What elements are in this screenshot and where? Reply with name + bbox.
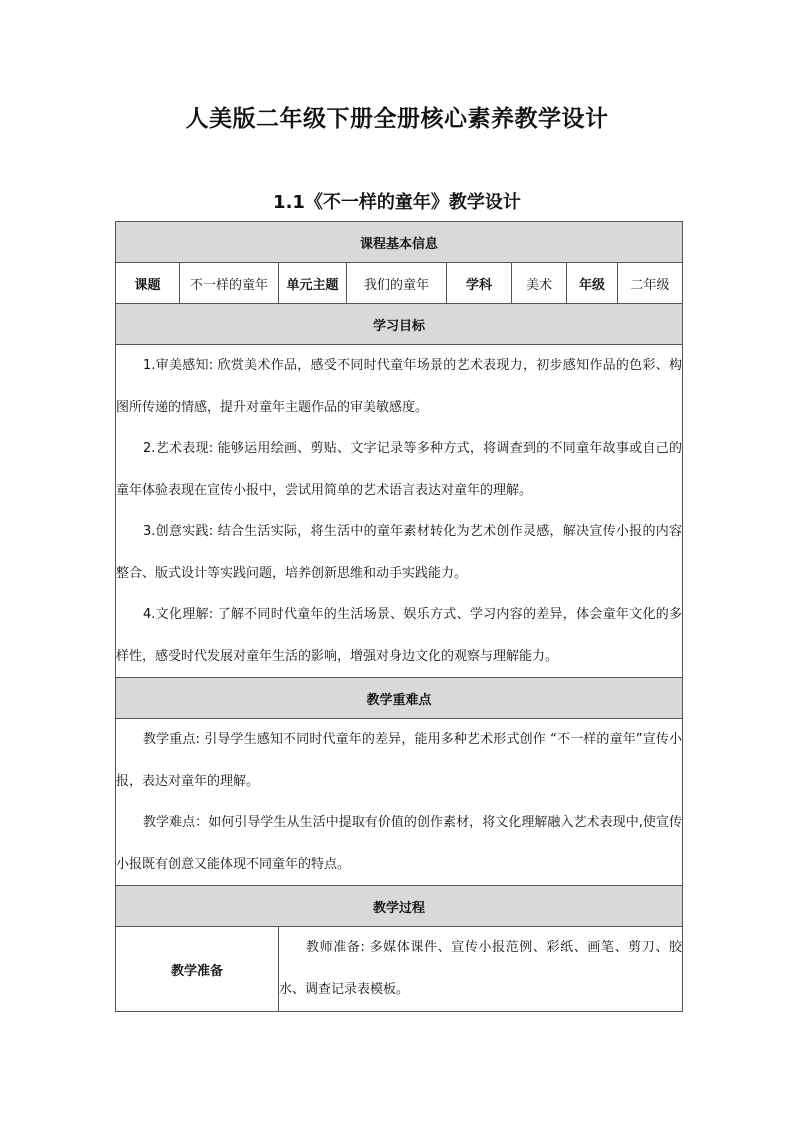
objective-item: 4.文化理解: 了解不同时代童年的生活场景、娱乐方式、学习内容的差异，体会童年文化的多样性，感受时代发展对童年生活的影响，增强对身边文化的观察与理解能力。 (116, 607, 683, 664)
topic-value: 不一样的童年 (180, 263, 279, 304)
document-title: 人美版二年级下册全册核心素养教学设计 (185, 106, 609, 132)
objectives-body (116, 345, 683, 678)
subject-value: 美术 (512, 263, 567, 304)
unit-label: 单元主题 (279, 263, 347, 304)
key-point-item: 教学重点: 引导学生感知不同时代童年的差异，能用多种艺术形式创作 “不一样的童年”宣传小报，表达对童年的理解。 (116, 732, 683, 789)
prep-text: 教师准备: 多媒体课件、宣传小报范例、彩纸、画笔、剪刀、胶水、调查记录表模板。 (279, 940, 683, 997)
subject-label: 学科 (447, 263, 512, 304)
grade-label: 年级 (567, 263, 618, 304)
lesson-plan-table (115, 221, 683, 1012)
process-header: 教学过程 (116, 886, 683, 927)
objective-item: 2.艺术表现: 能够运用绘画、剪贴、文字记录等多种方式，将调查到的不同童年故事或自己的童年体验表现在宣传小报中，尝试用简单的艺术语言表达对童年的理解。 (116, 441, 683, 498)
objective-item: 3.创意实践: 结合生活实际，将生活中的童年素材转化为艺术创作灵感，解决宣传小报的内容整合、版式设计等实践问题，培养创新思维和动手实践能力。 (116, 524, 683, 581)
topic-label: 课题 (116, 263, 180, 304)
key-point-item: 教学难点：如何引导学生从生活中提取有价值的创作素材，将文化理解融入艺术表现中,使宣传小报既有创意又能体现不同童年的特点。 (116, 815, 683, 872)
key-points-header: 教学重难点 (116, 678, 683, 719)
basic-info-row (116, 263, 683, 304)
prep-content (279, 927, 683, 1012)
unit-value: 我们的童年 (347, 263, 447, 304)
key-points-body (116, 719, 683, 886)
basic-info-header: 课程基本信息 (116, 222, 683, 263)
objectives-header: 学习目标 (116, 304, 683, 345)
objective-item: 1.审美感知: 欣赏美术作品，感受不同时代童年场景的艺术表现力，初步感知作品的色彩、构图所传递的情感，提升对童年主题作品的审美敏感度。 (116, 358, 683, 415)
lesson-title: 1.1《不一样的童年》教学设计 (273, 192, 521, 213)
grade-value: 二年级 (618, 263, 683, 304)
prep-label: 教学准备 (116, 927, 279, 1012)
